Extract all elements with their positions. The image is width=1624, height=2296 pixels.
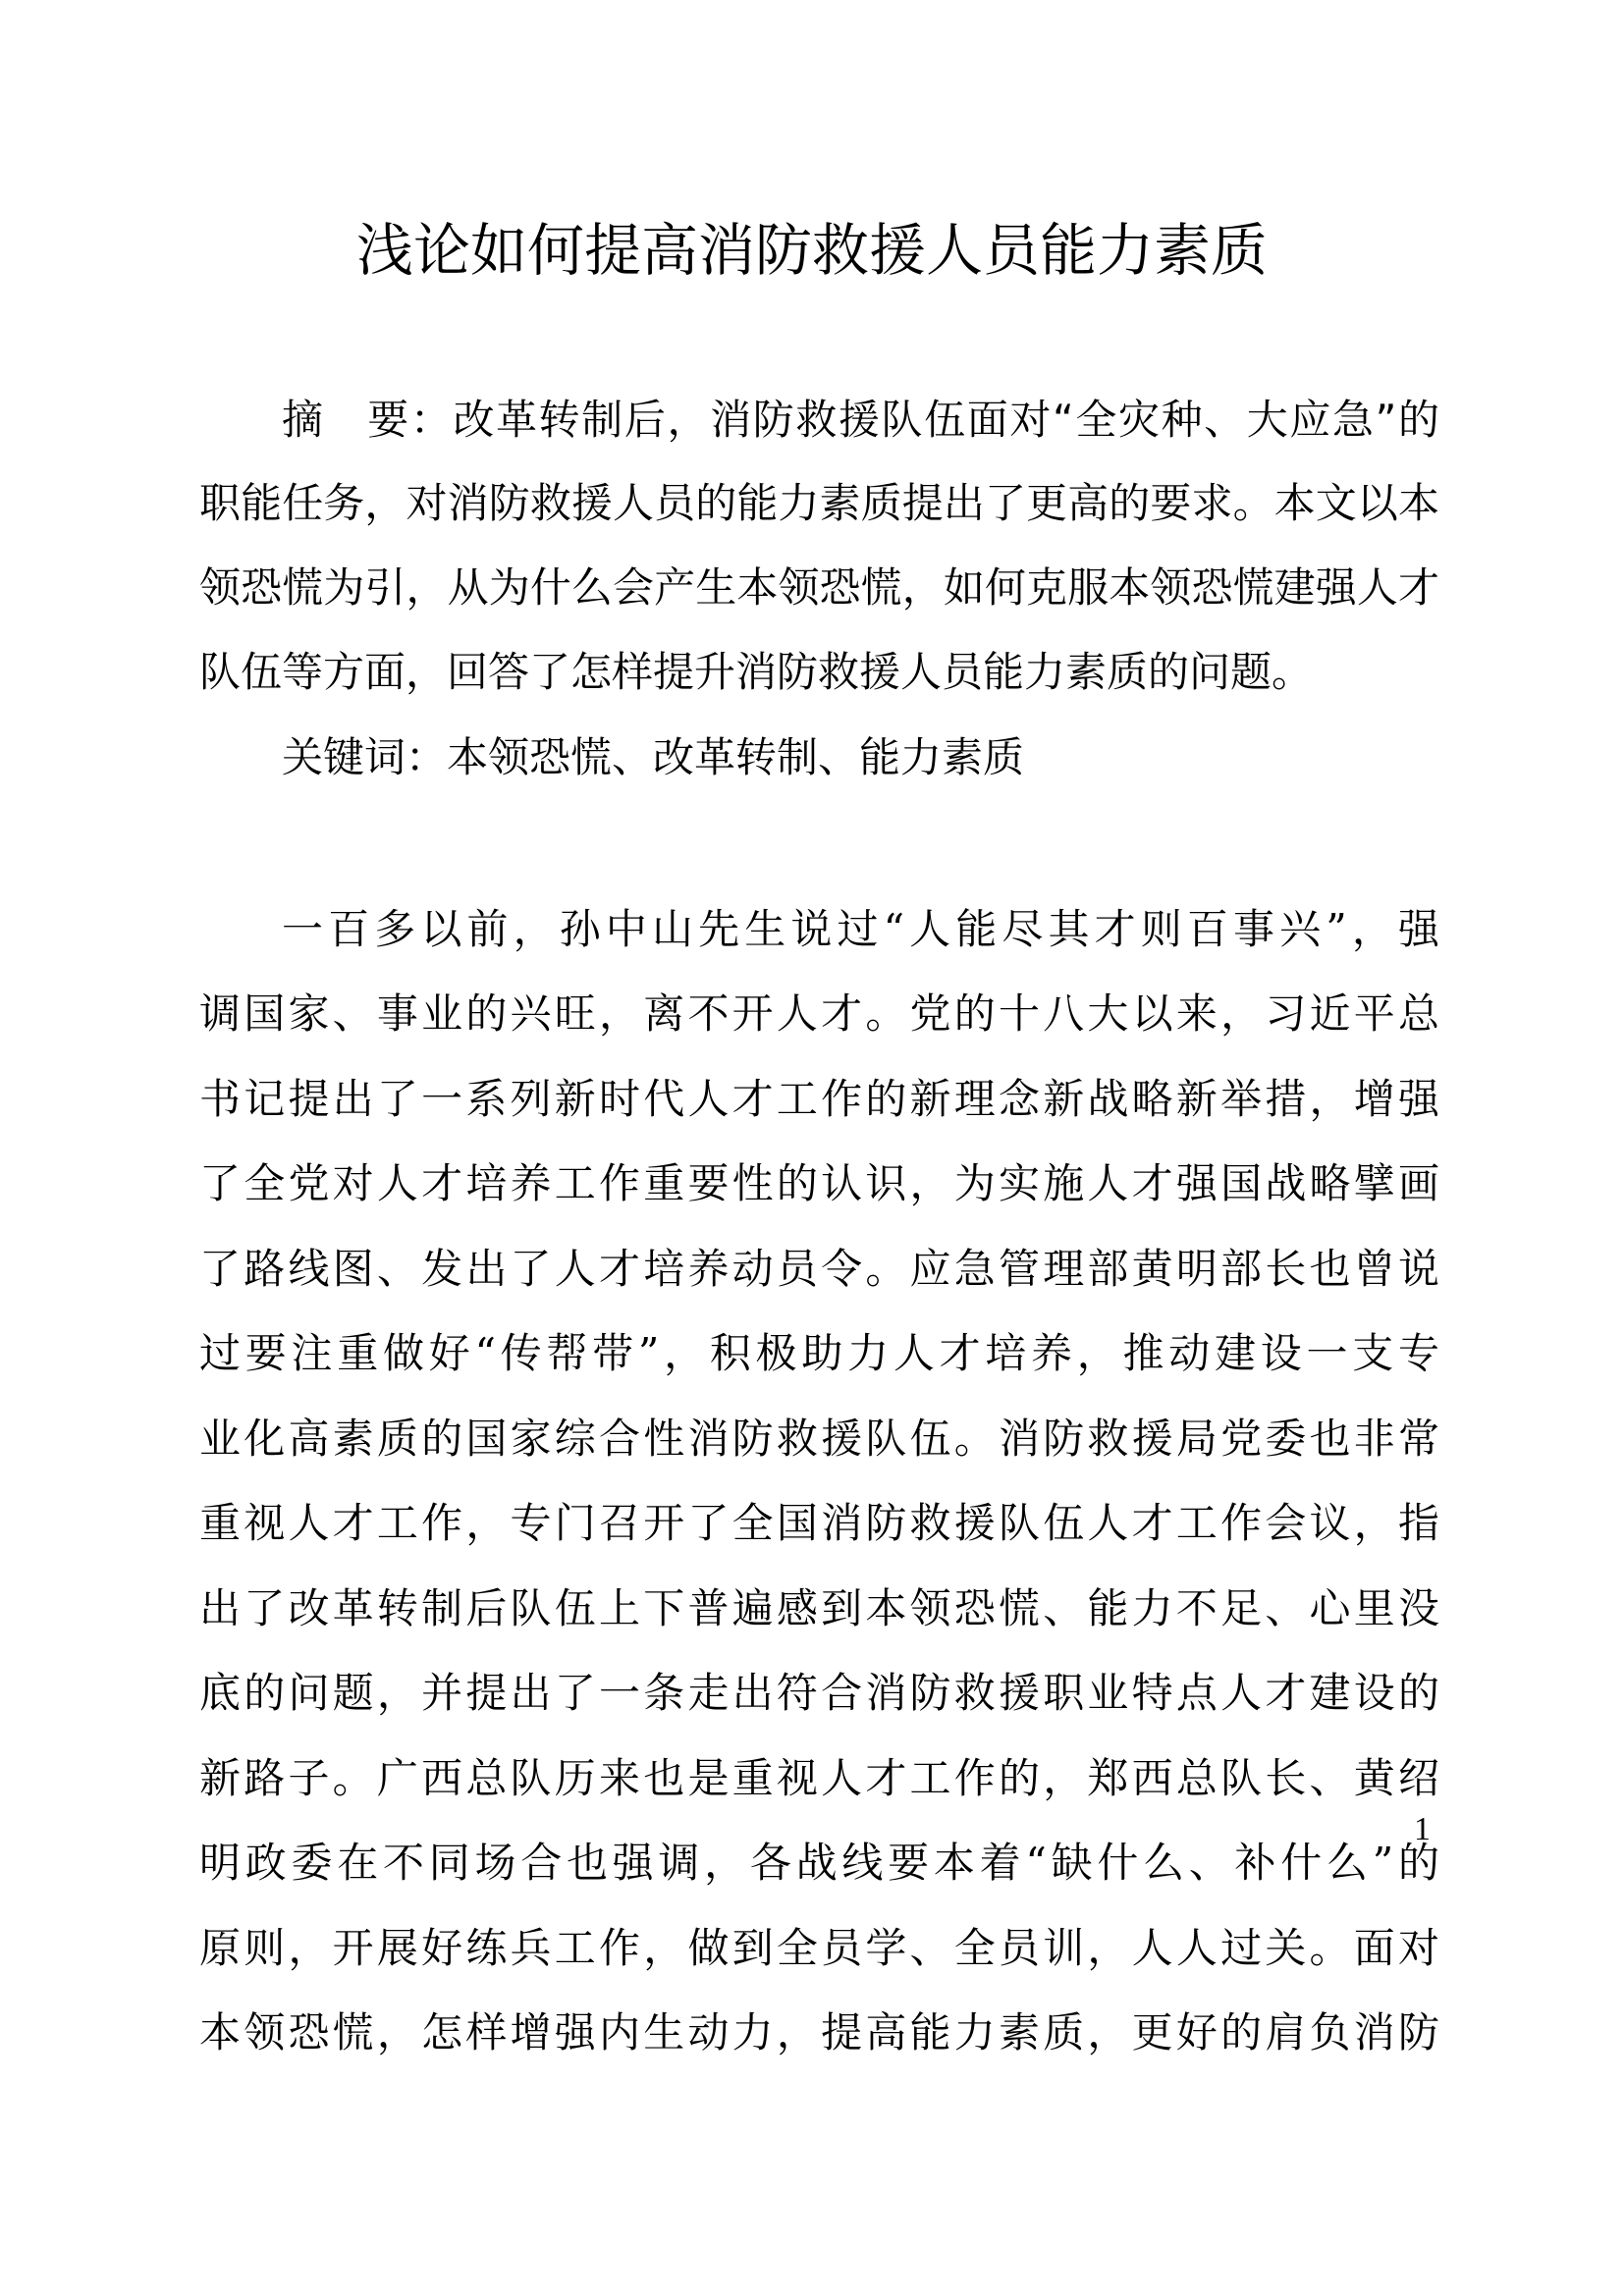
body-line: 书记提出了一系列新时代人才工作的新理念新战略新举措，增强 xyxy=(199,1075,1439,1123)
body-line: 重视人才工作，专门召开了全国消防救援队伍人才工作会议，指 xyxy=(199,1499,1439,1547)
body-line: 本领恐慌，怎样增强内生动力，提高能力素质，更好的肩负消防 xyxy=(199,2008,1439,2056)
abstract-line: 领恐慌为引，从为什么会产生本领恐慌，如何克服本领恐慌建强人才 xyxy=(199,563,1439,612)
body-line: 出了改革转制后队伍上下普遍感到本领恐慌、能力不足、心里没 xyxy=(199,1584,1439,1632)
body-line: 一百多以前，孙中山先生说过“人能尽其才则百事兴”，强 xyxy=(282,905,1439,953)
body-line: 调国家、事业的兴旺，离不开人才。党的十八大以来，习近平总 xyxy=(199,989,1439,1038)
body-line: 明政委在不同场合也强调，各战线要本着“缺什么、补什么”的 xyxy=(199,1839,1439,1887)
body-line: 新路子。广西总队历来也是重视人才工作的，郑西总队长、黄绍 xyxy=(199,1754,1439,1802)
abstract-line: 摘 要：改革转制后，消防救援队伍面对“全灾种、大应急”的 xyxy=(282,396,1439,444)
body-line: 原则，开展好练兵工作，做到全员学、全员训，人人过关。面对 xyxy=(199,1924,1439,1972)
abstract-line: 职能任务，对消防救援人员的能力素质提出了更高的要求。本文以本 xyxy=(199,479,1439,527)
body-line: 底的问题，并提出了一条走出符合消防救援职业特点人才建设的 xyxy=(199,1669,1439,1717)
document-title: 浅论如何提高消防救援人员能力素质 xyxy=(355,217,1268,284)
keywords: 关键词：本领恐慌、改革转制、能力素质 xyxy=(282,733,1025,781)
body-line: 业化高素质的国家综合性消防救援队伍。消防救援局党委也非常 xyxy=(199,1415,1439,1463)
body-line: 了全党对人才培养工作重要性的认识，为实施人才强国战略擘画 xyxy=(199,1159,1439,1207)
abstract-line: 队伍等方面，回答了怎样提升消防救援人员能力素质的问题。 xyxy=(199,648,1314,696)
body-line: 过要注重做好“传帮带”，积极助力人才培养，推动建设一支专 xyxy=(199,1329,1439,1377)
page-number: 1 xyxy=(1414,1811,1431,1847)
body-line: 了路线图、发出了人才培养动员令。应急管理部黄明部长也曾说 xyxy=(199,1245,1439,1293)
